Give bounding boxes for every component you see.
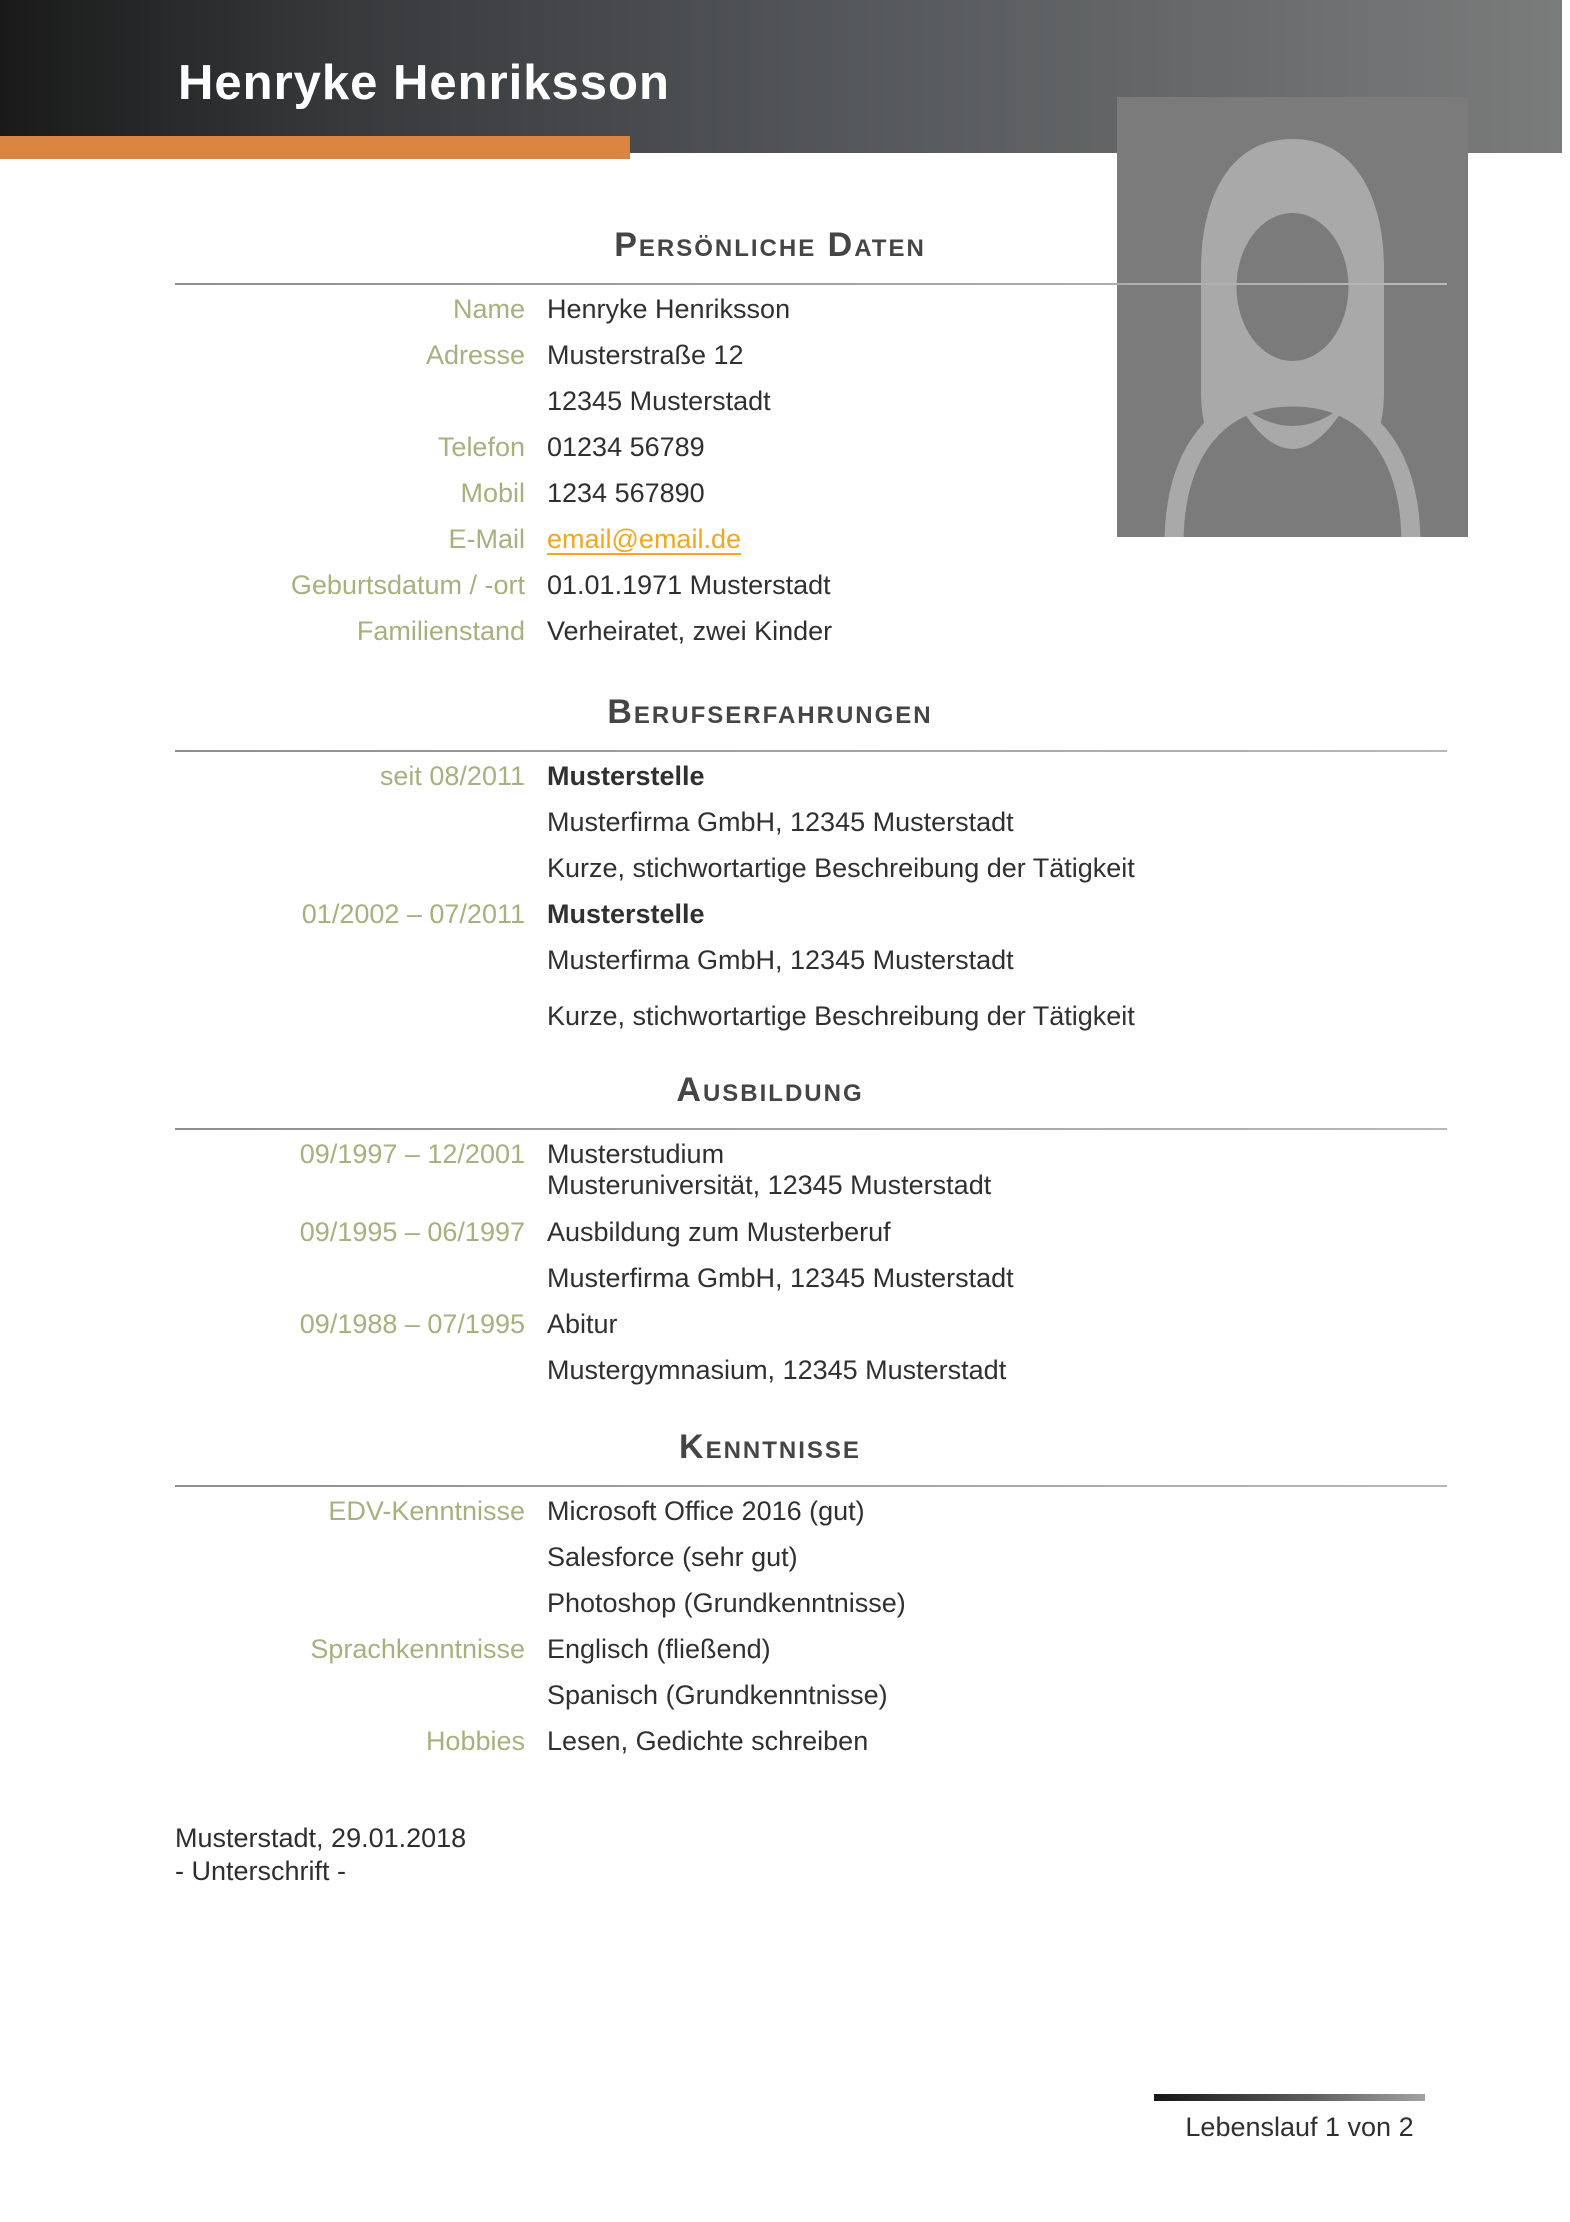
field-value-text: Musterstudium <box>547 1139 725 1169</box>
field-value <box>547 387 771 415</box>
field-value-text: 1234 567890 <box>547 478 705 508</box>
data-row <box>120 808 1450 836</box>
field-value <box>547 1497 865 1525</box>
field-label: Familienstand <box>356 616 525 646</box>
field-label: 09/1997 – 12/2001 <box>299 1139 525 1169</box>
section-berufserfahrungen <box>120 694 1450 1048</box>
field-value <box>547 762 705 790</box>
section-title: Persönliche Daten <box>614 226 926 264</box>
field-label: 01/2002 – 07/2011 <box>301 899 525 929</box>
field-label <box>120 387 525 415</box>
field-value <box>547 295 790 323</box>
field-label: Adresse <box>425 340 525 370</box>
signature-place-date: Musterstadt, 29.01.2018 <box>175 1823 467 1853</box>
section-rows <box>120 1497 1450 1755</box>
data-row <box>120 1589 1450 1617</box>
section-divider <box>175 750 1447 752</box>
data-row <box>120 1002 1450 1030</box>
field-value-text: Mustergymnasium, 12345 Musterstadt <box>547 1355 1007 1385</box>
field-value <box>547 1310 618 1338</box>
section-title: Berufserfahrungen <box>607 693 933 731</box>
field-label <box>120 808 525 836</box>
field-value-text: Musteruniversität, 12345 Musterstadt <box>547 1170 992 1200</box>
data-row <box>120 762 1450 790</box>
field-value <box>547 900 705 928</box>
data-row <box>120 854 1450 882</box>
field-value-text: Kurze, stichwortartige Beschreibung der Tätigkeit <box>547 853 1135 883</box>
section-title: Kenntnisse <box>679 1428 861 1466</box>
field-value-text: Ausbildung zum Musterberuf <box>547 1217 891 1247</box>
section-kenntnisse <box>120 1429 1450 1773</box>
field-label: Geburtsdatum / -ort <box>290 570 525 600</box>
field-value <box>547 571 831 599</box>
field-value <box>547 1264 1014 1292</box>
field-value-text: Microsoft Office 2016 (gut) <box>547 1496 865 1526</box>
field-label: E-Mail <box>448 524 525 554</box>
field-value-text: 12345 Musterstadt <box>547 386 771 416</box>
signature-block <box>175 1822 466 1888</box>
field-value <box>547 1218 891 1246</box>
section-ausbildung <box>120 1072 1450 1402</box>
field-value <box>547 1727 868 1755</box>
field-value-text: Musterstelle <box>547 899 705 929</box>
field-value-text: Musterfirma GmbH, 12345 Musterstadt <box>547 807 1014 837</box>
signature-label: - Unterschrift - <box>175 1856 347 1886</box>
field-value <box>547 1681 888 1709</box>
field-value-text: Abitur <box>547 1309 618 1339</box>
field-value-text: Spanisch (Grundkenntnisse) <box>547 1680 888 1710</box>
data-row <box>120 1264 1450 1292</box>
field-value <box>547 1002 1135 1030</box>
field-value-text: Musterstelle <box>547 761 705 791</box>
field-value-text: Photoshop (Grundkenntnisse) <box>547 1588 906 1618</box>
accent-bar <box>0 136 630 159</box>
person-name: Henryke Henriksson <box>178 56 670 110</box>
field-label <box>120 1356 525 1384</box>
field-label: EDV-Kenntnisse <box>328 1496 525 1526</box>
field-value-text: Verheiratet, zwei Kinder <box>547 616 833 646</box>
field-label: Telefon <box>437 432 525 462</box>
section-divider <box>175 1128 1447 1130</box>
field-label: 09/1995 – 06/1997 <box>299 1217 525 1247</box>
field-value-text: 01.01.1971 Musterstadt <box>547 570 831 600</box>
field-value <box>547 525 741 553</box>
field-value-text: Kurze, stichwortartige Beschreibung der Tätigkeit <box>547 1001 1135 1031</box>
field-label <box>120 1264 525 1292</box>
data-row <box>120 1543 1450 1571</box>
data-row <box>120 1218 1450 1246</box>
field-label <box>120 946 525 974</box>
section-divider <box>175 1485 1447 1487</box>
field-value <box>547 1140 991 1200</box>
data-row <box>120 341 1450 369</box>
field-value <box>547 1589 906 1617</box>
field-value <box>547 808 1014 836</box>
section-divider <box>175 283 1447 285</box>
data-row <box>120 571 1450 599</box>
field-value-text: Salesforce (sehr gut) <box>547 1542 798 1572</box>
field-value <box>547 1635 771 1663</box>
data-row <box>120 900 1450 928</box>
field-value-text: Englisch (fließend) <box>547 1634 771 1664</box>
field-value-text: Henryke Henriksson <box>547 294 791 324</box>
data-row <box>120 479 1450 507</box>
field-label: Name <box>452 294 525 324</box>
field-value <box>547 479 705 507</box>
section-persoenliche-daten <box>120 227 1450 663</box>
field-label <box>120 1543 525 1571</box>
field-value <box>547 854 1135 882</box>
field-value-text: Lesen, Gedichte schreiben <box>547 1726 869 1756</box>
data-row <box>120 1727 1450 1755</box>
data-row <box>120 525 1450 553</box>
data-row <box>120 1310 1450 1338</box>
field-label: 09/1988 – 07/1995 <box>299 1309 525 1339</box>
field-value <box>547 946 1014 974</box>
page-indicator: Lebenslauf 1 von 2 <box>1185 2112 1414 2142</box>
data-row <box>120 1681 1450 1709</box>
field-value-text: Musterfirma GmbH, 12345 Musterstadt <box>547 945 1014 975</box>
field-label <box>120 1002 525 1030</box>
email-link[interactable]: email@email.de <box>547 524 741 554</box>
field-label <box>120 854 525 882</box>
field-value-text: 01234 56789 <box>547 432 705 462</box>
field-value <box>547 341 744 369</box>
field-value-text: Musterstraße 12 <box>547 340 744 370</box>
field-value <box>547 1543 798 1571</box>
data-row <box>120 946 1450 974</box>
field-label <box>120 1589 525 1617</box>
data-row <box>120 1635 1450 1663</box>
section-title: Ausbildung <box>676 1071 864 1109</box>
data-row <box>120 387 1450 415</box>
field-label: seit 08/2011 <box>379 761 525 791</box>
section-rows <box>120 295 1450 645</box>
data-row <box>120 433 1450 461</box>
field-value-text: Musterfirma GmbH, 12345 Musterstadt <box>547 1263 1014 1293</box>
field-label: Sprachkenntnisse <box>310 1634 525 1664</box>
footer-gradient-bar <box>1154 2094 1425 2101</box>
data-row <box>120 295 1450 323</box>
data-row <box>120 1140 1450 1200</box>
field-label: Hobbies <box>425 1726 525 1756</box>
data-row <box>120 617 1450 645</box>
section-rows <box>120 762 1450 1030</box>
data-row <box>120 1497 1450 1525</box>
field-value <box>547 617 832 645</box>
field-value <box>547 433 705 461</box>
data-row <box>120 1356 1450 1384</box>
section-rows <box>120 1140 1450 1384</box>
field-value <box>547 1356 1006 1384</box>
field-label: Mobil <box>460 478 525 508</box>
field-label <box>120 1681 525 1709</box>
